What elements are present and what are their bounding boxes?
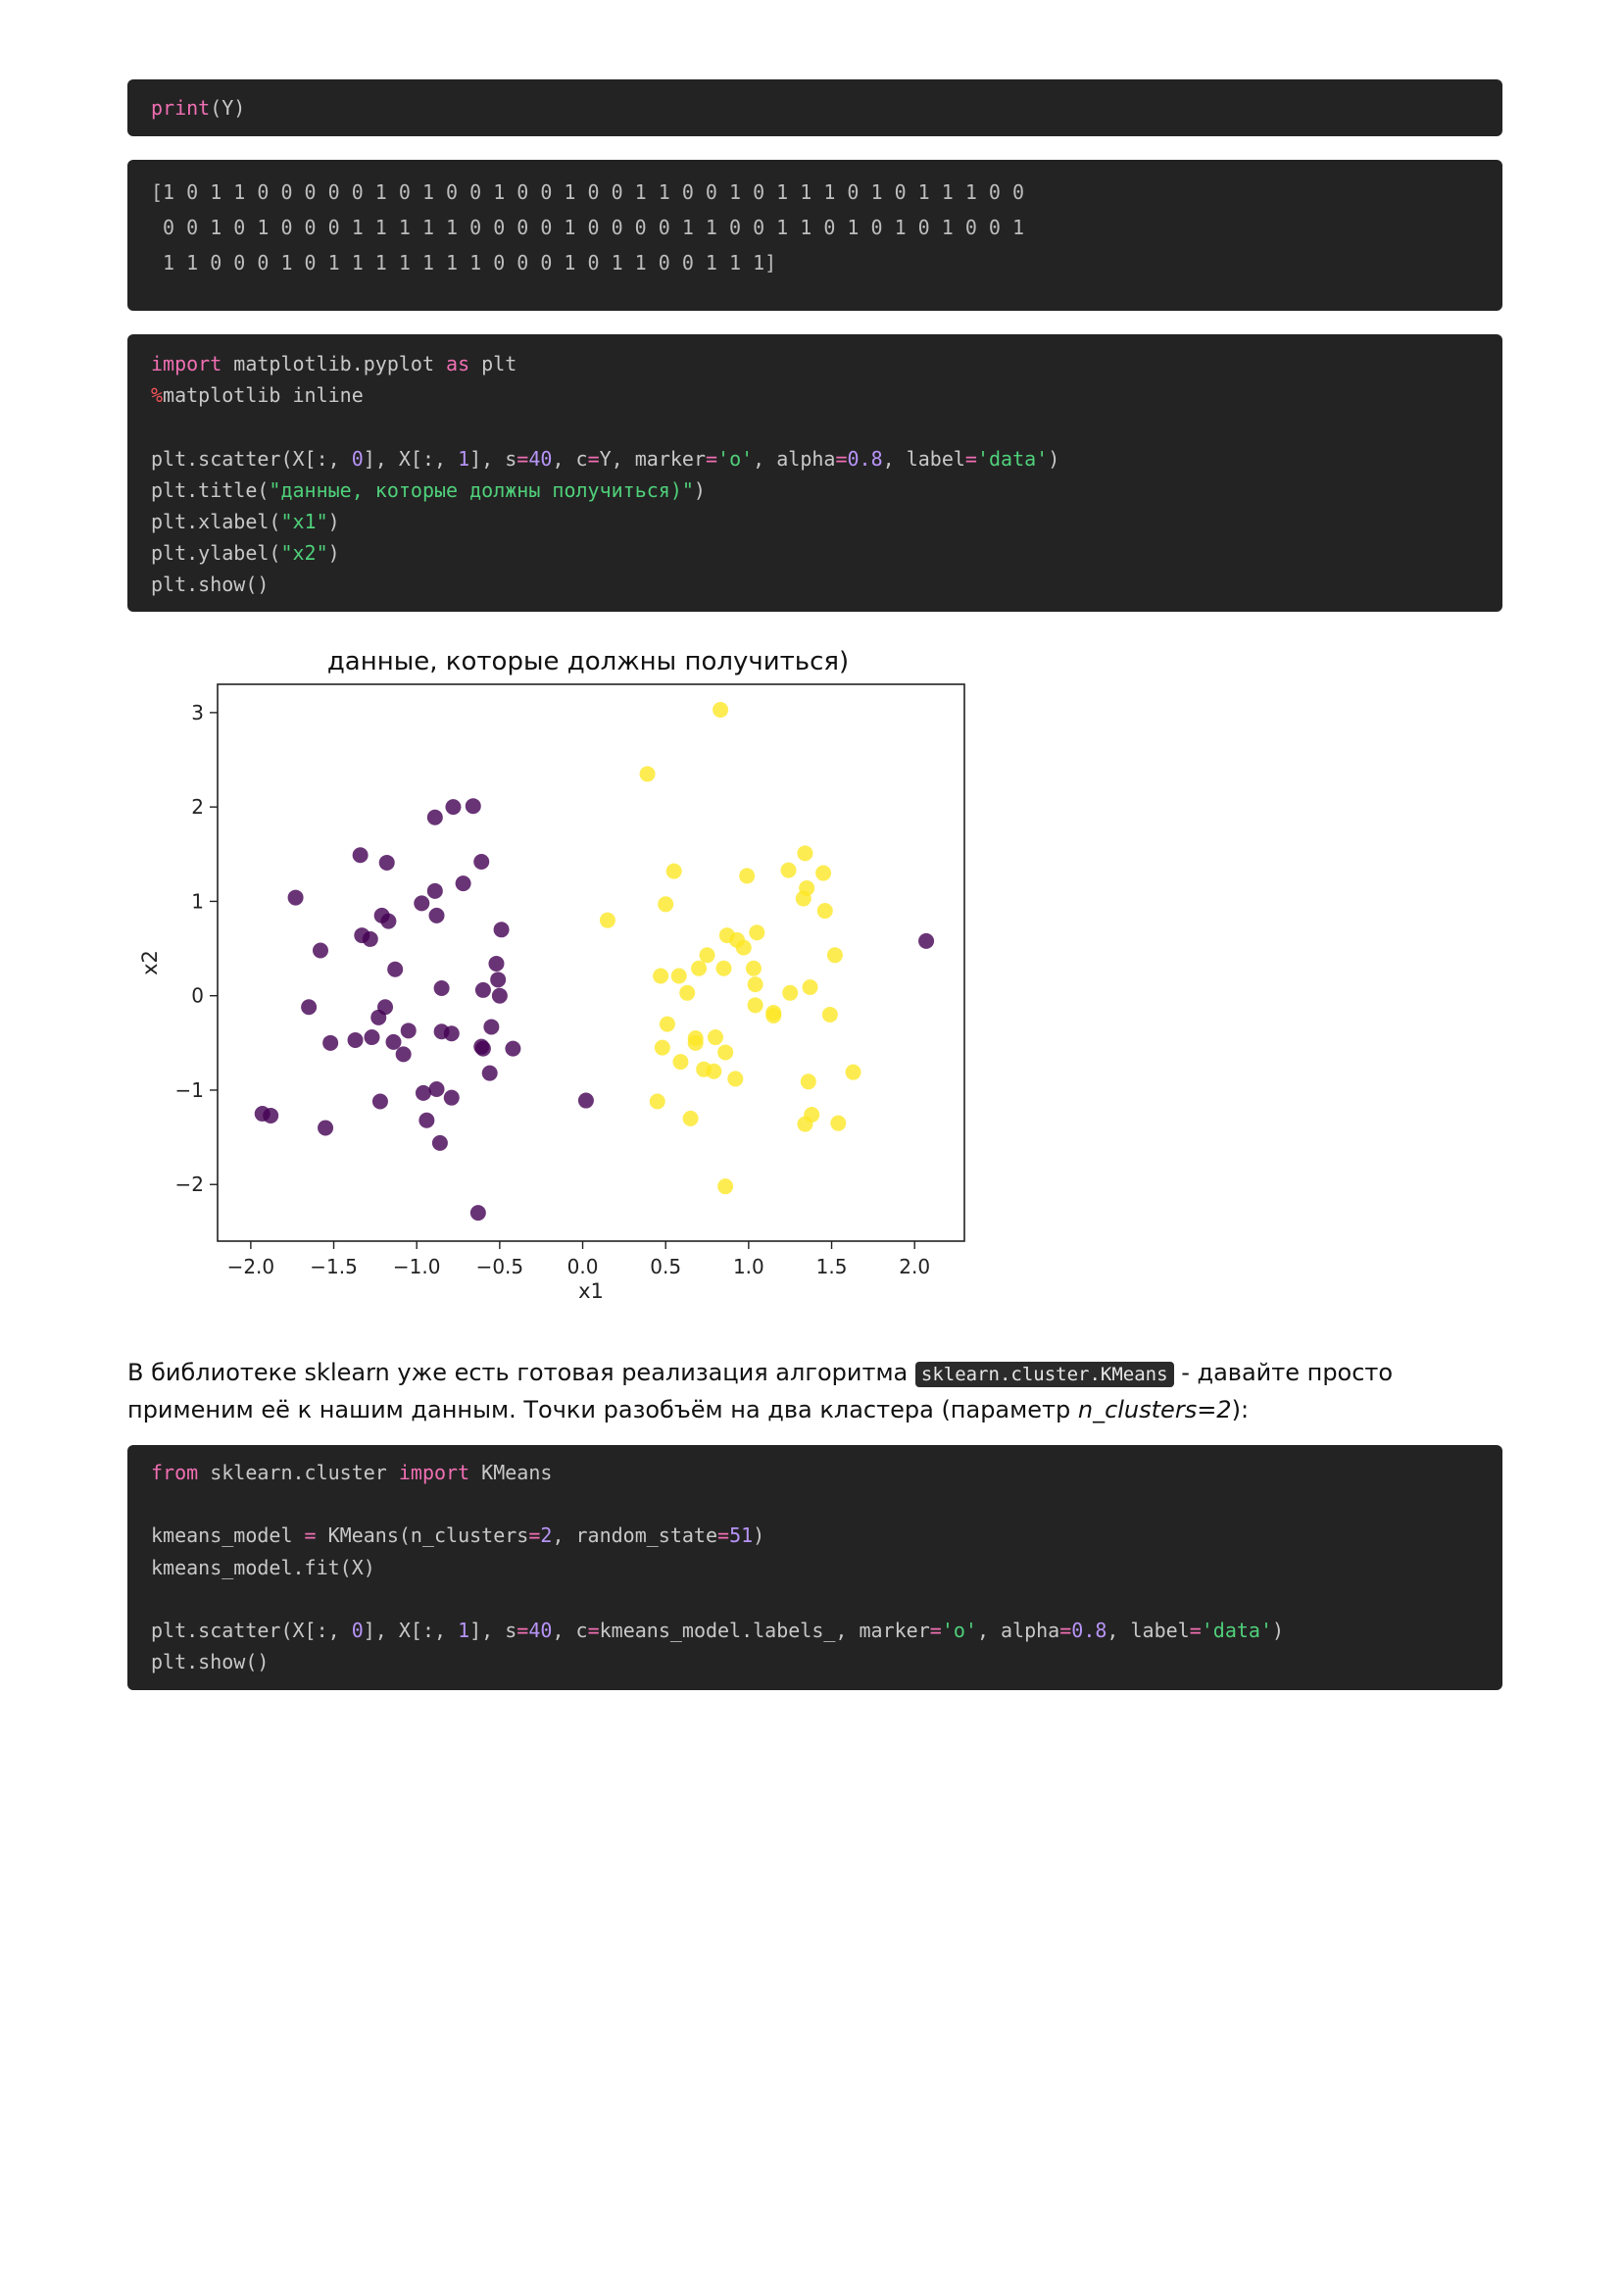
data-point-class-0 [387, 962, 403, 977]
code-cell-plot [127, 334, 1502, 612]
x-tick-label: −0.5 [475, 1255, 524, 1278]
data-point-class-1 [666, 864, 682, 879]
code-text: plt [469, 352, 517, 375]
data-point-class-1 [650, 1094, 665, 1110]
data-point-class-0 [318, 1120, 333, 1135]
explanation-paragraph [127, 1355, 1519, 1427]
data-point-class-0 [578, 1093, 594, 1109]
data-point-class-0 [363, 931, 378, 947]
x-tick-label: 1.5 [815, 1255, 848, 1278]
data-point-class-0 [488, 956, 504, 972]
data-point-class-0 [445, 799, 461, 815]
string: 'data' [976, 446, 1049, 471]
string: "x2" [280, 541, 328, 566]
data-point-class-0 [432, 1135, 448, 1151]
x-tick-label: 1.0 [732, 1255, 764, 1278]
data-point-class-0 [377, 999, 393, 1015]
keyword: import [151, 352, 222, 375]
chart-title: данные, которые должны получиться) [326, 647, 850, 676]
data-point-class-0 [313, 942, 328, 958]
x-tick-label: −1.5 [310, 1255, 358, 1278]
inline-code: sklearn.cluster.KMeans [915, 1362, 1174, 1387]
operator: = [1189, 1619, 1202, 1643]
operator: = [705, 446, 718, 471]
data-point-class-0 [322, 1035, 338, 1051]
data-point-class-0 [482, 1066, 498, 1081]
data-point-class-0 [918, 933, 934, 949]
data-point-class-0 [418, 1113, 434, 1128]
code-text: , alpha [976, 1619, 1060, 1643]
paragraph-text: В библиотеке sklearn уже есть готовая реализация алгоритма [127, 1359, 915, 1386]
data-point-class-0 [396, 1046, 412, 1062]
data-point-class-1 [749, 924, 764, 940]
y-axis-label: x2 [138, 950, 162, 975]
data-point-class-0 [353, 847, 369, 863]
data-point-class-0 [364, 1029, 379, 1045]
code-text: ], X[:, [363, 1619, 459, 1643]
data-point-class-1 [658, 896, 673, 912]
data-point-class-0 [492, 988, 508, 1004]
data-point-class-0 [505, 1041, 520, 1057]
data-point-class-1 [822, 1007, 838, 1023]
y-tick-label: 1 [191, 889, 204, 914]
y-tick-label: −2 [174, 1173, 204, 1197]
data-point-class-1 [846, 1065, 861, 1080]
operator: = [929, 1619, 942, 1643]
code-text: , label [882, 446, 965, 471]
operator: = [1059, 1619, 1072, 1643]
code-text: ) [693, 477, 706, 502]
code-cell-kmeans [127, 1445, 1502, 1690]
code-text: matplotlib.pyplot [221, 352, 447, 375]
number: 0 [351, 446, 364, 471]
data-point-class-1 [801, 1073, 816, 1089]
data-point-class-1 [739, 868, 755, 883]
number: 0.8 [847, 446, 883, 471]
data-point-class-0 [385, 1034, 401, 1050]
plot-area [218, 684, 964, 1241]
data-point-class-1 [717, 1178, 733, 1194]
data-point-class-1 [700, 947, 715, 963]
data-point-class-1 [781, 863, 797, 878]
operator: = [587, 446, 600, 471]
code-text: ) [1272, 1619, 1285, 1643]
string: "x1" [280, 510, 328, 534]
data-point-class-1 [782, 985, 798, 1001]
data-point-class-0 [444, 1025, 460, 1041]
code-text: plt.ylabel( [151, 541, 281, 566]
data-point-class-0 [288, 890, 304, 906]
data-point-class-1 [815, 866, 831, 881]
code-text: , random_state [552, 1523, 718, 1548]
code-text: , label [1107, 1619, 1190, 1643]
data-point-class-1 [827, 947, 843, 963]
keyword: as [446, 352, 470, 375]
string: "данные, которые должны получиться)" [269, 477, 694, 502]
code-text: matplotlib inline [163, 383, 364, 408]
code-text: ) [1048, 446, 1060, 471]
number: 1 [458, 1619, 470, 1643]
data-point-class-1 [672, 1054, 688, 1070]
data-point-class-0 [434, 980, 450, 996]
code-text: (Y) [210, 96, 246, 120]
scatter-chart [127, 637, 990, 1314]
code-text: sklearn.cluster [198, 1461, 399, 1484]
data-point-class-0 [416, 1085, 431, 1101]
data-point-class-0 [414, 895, 429, 911]
data-point-class-0 [475, 982, 491, 998]
data-point-class-1 [600, 913, 615, 928]
paragraph-text: - давайте просто применим её к нашим данным. Точки разобъём на два кластера (параметр [127, 1359, 1394, 1423]
data-point-class-0 [444, 1090, 460, 1106]
x-tick-label: −1.0 [392, 1255, 441, 1278]
data-point-class-1 [655, 1040, 670, 1056]
data-point-class-0 [483, 1019, 499, 1034]
operator: = [516, 446, 529, 471]
y-tick-label: −1 [174, 1077, 204, 1102]
data-point-class-1 [708, 1029, 723, 1045]
data-point-class-1 [748, 997, 763, 1013]
data-point-class-0 [494, 922, 510, 937]
data-point-class-0 [379, 855, 395, 871]
operator: = [717, 1523, 730, 1548]
code-text: ], X[:, [363, 446, 459, 471]
data-point-class-0 [470, 1205, 486, 1221]
code-text: plt.scatter(X[:, [151, 1619, 352, 1643]
data-point-class-1 [715, 961, 731, 976]
code-text: kmeans_model.fit(X) [151, 1555, 375, 1579]
x-tick-label: 0.5 [650, 1255, 682, 1278]
data-point-class-1 [679, 985, 695, 1001]
code-text: ) [327, 510, 340, 534]
number: 0.8 [1071, 1619, 1107, 1643]
code-text: , c [552, 446, 588, 471]
output-line: 0 0 1 0 1 0 0 0 1 1 1 1 1 0 0 0 0 1 0 0 0 0 1 1 0 0 1 1 0 1 0 1 0 1 0 0 1 [151, 216, 1025, 239]
y-tick-label: 0 [191, 983, 204, 1008]
param-text: n_clusters=2 [1077, 1396, 1232, 1423]
data-point-class-1 [713, 702, 728, 718]
operator: = [528, 1523, 541, 1548]
data-point-class-1 [804, 1107, 819, 1123]
data-point-class-0 [263, 1108, 278, 1123]
code-text: ], s [469, 1619, 517, 1643]
code-text: plt.scatter(X[:, [151, 446, 352, 471]
code-cell-print [127, 79, 1502, 136]
code-text: ], s [469, 446, 517, 471]
code-text: print [151, 96, 211, 120]
data-point-class-0 [429, 908, 445, 923]
data-point-class-1 [817, 903, 833, 919]
string: 'o' [717, 446, 754, 471]
output-cell [127, 160, 1502, 311]
code-text: Y, marker [599, 446, 706, 471]
data-point-class-0 [429, 1081, 445, 1097]
string: 'data' [1201, 1619, 1272, 1643]
data-point-class-1 [765, 1005, 781, 1021]
data-point-class-1 [727, 1071, 743, 1086]
data-point-class-1 [803, 979, 818, 995]
data-point-class-0 [348, 1032, 364, 1048]
data-point-class-0 [475, 1041, 491, 1057]
number: 0 [351, 1619, 364, 1643]
code-text: ) [753, 1523, 765, 1548]
code-text: KMeans [469, 1461, 553, 1484]
data-point-class-0 [490, 972, 506, 987]
data-point-class-1 [653, 968, 668, 983]
y-tick-label: 3 [191, 700, 204, 724]
data-point-class-1 [746, 961, 762, 976]
number: 1 [458, 446, 470, 471]
data-point-class-0 [427, 883, 443, 899]
output-line: [1 0 1 1 0 0 0 0 0 1 0 1 0 0 1 0 0 1 0 0 1 1 0 0 1 0 1 1 1 0 1 0 1 1 1 0 0 [151, 180, 1025, 204]
code-text: , alpha [753, 446, 836, 471]
data-point-class-1 [717, 1044, 733, 1060]
number: 40 [528, 1619, 553, 1643]
data-point-class-0 [301, 999, 317, 1015]
operator: = [304, 1523, 317, 1548]
data-point-class-1 [830, 1116, 846, 1131]
keyword: import [398, 1461, 470, 1484]
output-line: 1 1 0 0 0 1 0 1 1 1 1 1 1 1 0 0 0 1 0 1 1 0 0 1 1 1] [151, 251, 777, 275]
data-point-class-1 [671, 968, 687, 983]
string: 'o' [941, 1619, 977, 1643]
data-point-class-1 [736, 940, 752, 956]
data-point-class-1 [691, 961, 707, 976]
code-text: plt.xlabel( [151, 510, 281, 534]
data-point-class-0 [456, 875, 471, 891]
code-text: plt.show() [151, 1650, 270, 1674]
code-text: kmeans_model [151, 1523, 305, 1548]
code-text: plt.title( [151, 477, 270, 502]
operator: = [516, 1619, 529, 1643]
number: 2 [540, 1523, 553, 1548]
code-text: kmeans_model.labels_, marker [599, 1619, 930, 1643]
data-point-class-1 [688, 1030, 704, 1046]
keyword: from [151, 1461, 199, 1484]
x-axis-label: x1 [578, 1279, 604, 1303]
code-text: ) [327, 541, 340, 566]
paragraph-text: ): [1231, 1396, 1250, 1423]
x-tick-label: 2.0 [899, 1255, 931, 1278]
x-tick-label: 0.0 [566, 1255, 599, 1278]
code-text: , c [552, 1619, 588, 1643]
magic-percent: % [151, 383, 164, 408]
data-point-class-1 [799, 880, 814, 896]
data-point-class-1 [660, 1017, 675, 1032]
data-point-class-0 [401, 1023, 417, 1038]
data-point-class-0 [473, 854, 489, 870]
code-text: KMeans(n_clusters [316, 1523, 529, 1548]
number: 40 [528, 446, 553, 471]
operator: = [587, 1619, 600, 1643]
number: 51 [729, 1523, 754, 1548]
y-tick-label: 2 [191, 795, 204, 820]
x-tick-label: −2.0 [226, 1255, 275, 1278]
data-point-class-1 [683, 1111, 699, 1126]
data-point-class-1 [797, 845, 812, 861]
operator: = [964, 446, 977, 471]
code-text: plt.show() [151, 573, 270, 597]
data-point-class-1 [706, 1064, 721, 1079]
data-point-class-0 [427, 810, 443, 825]
data-point-class-0 [380, 914, 396, 929]
data-point-class-0 [372, 1094, 388, 1110]
data-point-class-0 [466, 798, 481, 814]
data-point-class-1 [640, 766, 656, 781]
operator: = [835, 446, 848, 471]
data-point-class-1 [748, 976, 763, 992]
